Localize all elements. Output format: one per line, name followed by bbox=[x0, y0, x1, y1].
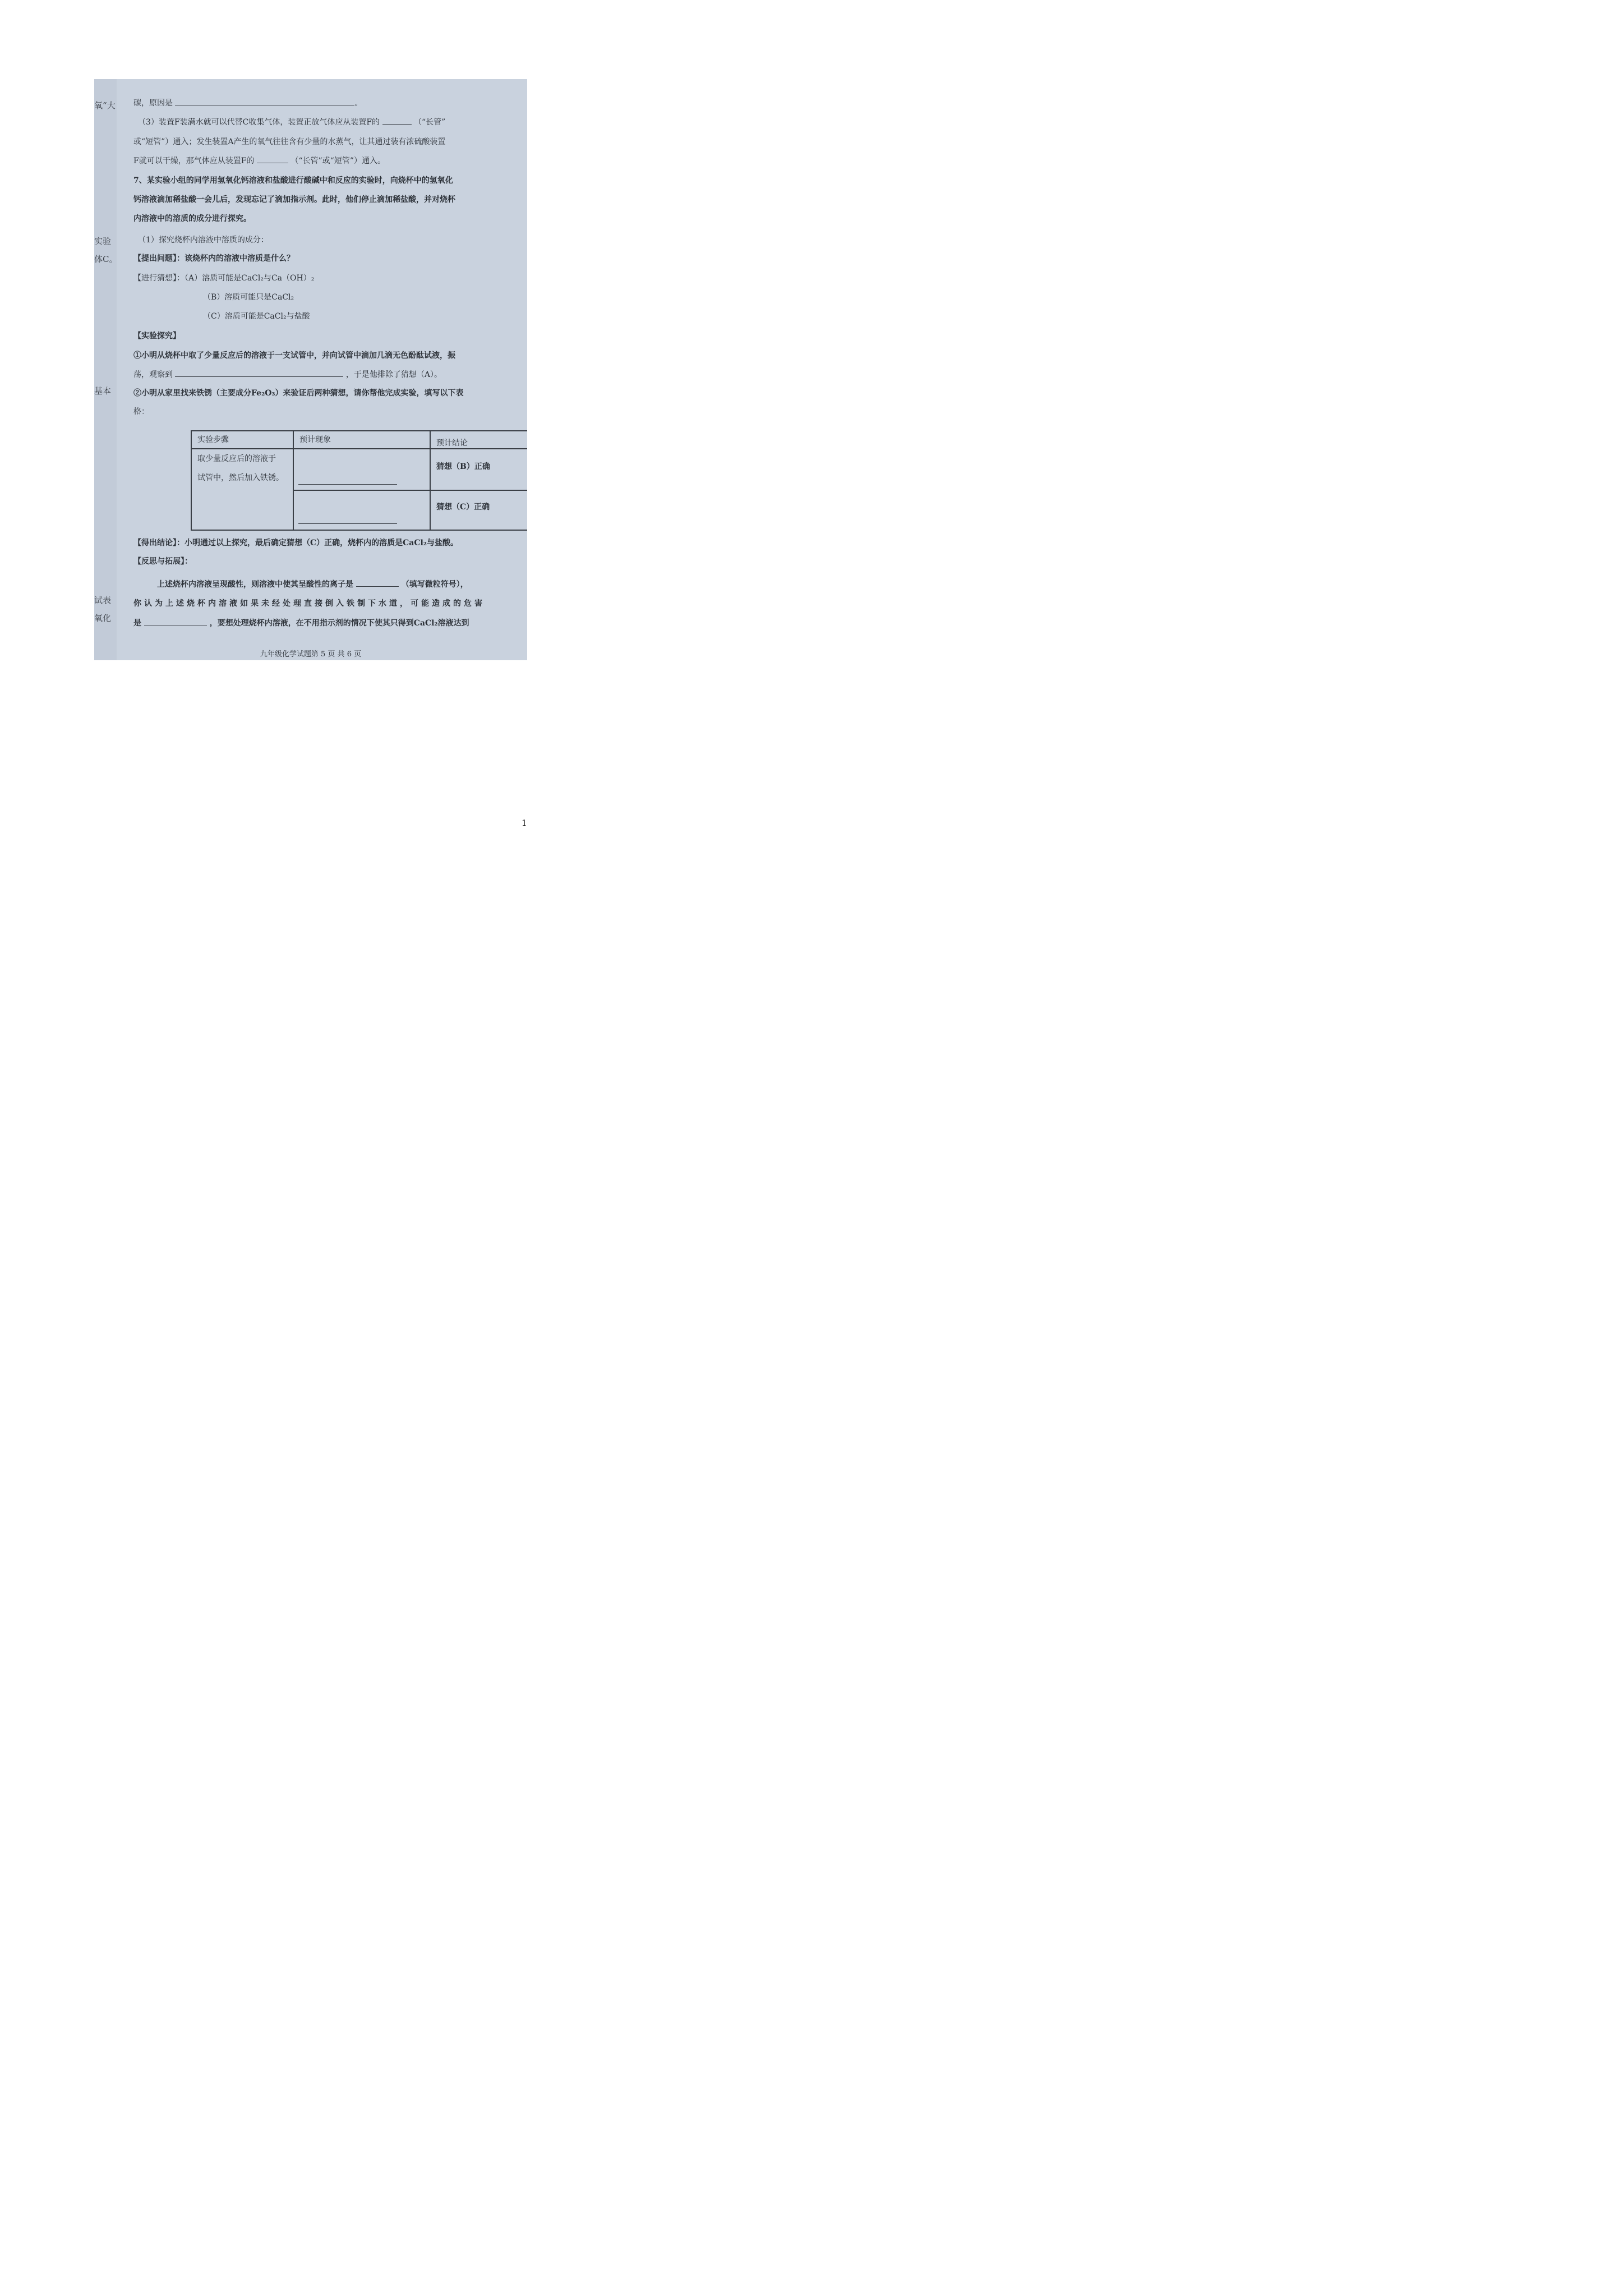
answer-blank bbox=[382, 114, 412, 125]
answer-blank-phenomenon-c bbox=[298, 523, 397, 524]
line-14: ①小明从烧杯中取了少量反应后的溶液于一支试管中，并向试管中滴加几滴无色酚酞试液，振 bbox=[133, 351, 455, 360]
line-20 bbox=[157, 576, 468, 593]
line-2-text-b: （“长管” bbox=[413, 118, 446, 127]
line-5: 7、某实验小组的同学用氢氧化钙溶液和盐酸进行酸碱中和反应的实验时，向烧杯中的氢氧化 bbox=[133, 176, 453, 185]
answer-blank bbox=[257, 153, 288, 163]
line-15 bbox=[133, 366, 442, 384]
line-9: 【提出问题】：该烧杯内的溶液中溶质是什么？ bbox=[133, 254, 294, 263]
edge-text-3: 体C。 bbox=[94, 254, 118, 264]
line-10: 【进行猜想】：（A）溶质可能是CaCl₂与Ca（OH）₂ bbox=[133, 274, 315, 283]
line-22-text-b: ，要想处理烧杯内溶液，在不用指示剂的情况下使其只得到CaCl₂溶液达到 bbox=[209, 619, 469, 628]
line-16: ②小明从家里找来铁锈（主要成分Fe₂O₃）来验证后两种猜想，请你帮他完成实验，填写以下表 bbox=[133, 389, 464, 398]
table-row-rule bbox=[293, 490, 527, 491]
experiment-table bbox=[191, 430, 527, 531]
line-20-text-a: 上述烧杯内溶液呈现酸性，则溶液中使其呈酸性的离子是 bbox=[157, 580, 353, 589]
line-4-text-a: F就可以干燥，那气体应从装置F的 bbox=[133, 157, 255, 165]
table-step-line-1: 取少量反应后的溶液于 bbox=[197, 454, 276, 463]
line-22-text-a: 是 bbox=[133, 619, 141, 628]
edge-text-6: 氧化 bbox=[94, 613, 112, 623]
line-22 bbox=[133, 615, 469, 632]
line-1: 碳，原因是 。 bbox=[133, 95, 362, 112]
line-2 bbox=[138, 114, 445, 131]
page-number: 1 bbox=[522, 818, 527, 828]
edge-text-2: 实验 bbox=[94, 236, 112, 246]
edge-text-4: 基本 bbox=[94, 386, 112, 396]
line-1-text: 碳，原因是 bbox=[133, 99, 173, 108]
line-12: （C）溶质可能是CaCl₂与盐酸 bbox=[203, 312, 310, 321]
table-conclusion-c: 猜想（C）正确 bbox=[436, 503, 490, 512]
table-header-rule bbox=[192, 448, 527, 449]
line-15-text-b: ，于是他排除了猜想（A）。 bbox=[345, 370, 442, 379]
line-4 bbox=[133, 153, 385, 170]
table-col-rule-1 bbox=[293, 431, 294, 530]
edge-text-1: 氧“大 bbox=[94, 100, 116, 111]
table-header-step: 实验步骤 bbox=[197, 435, 229, 444]
table-header-phenomenon: 预计现象 bbox=[299, 435, 331, 444]
left-page-edge bbox=[94, 79, 117, 660]
line-6: 钙溶液滴加稀盐酸一会儿后，发现忘记了滴加指示剂。此时，他们停止滴加稀盐酸，并对烧杯 bbox=[133, 195, 455, 204]
line-4-text-b: （“长管”或“短管”）通入。 bbox=[291, 157, 385, 165]
line-20-text-b: （填写微粒符号）， bbox=[401, 580, 468, 589]
line-11: （B）溶质可能只是CaCl₂ bbox=[203, 293, 294, 302]
line-8: （1）探究烧杯内溶液中溶质的成分： bbox=[138, 236, 269, 245]
table-conclusion-b: 猜想（B）正确 bbox=[436, 462, 490, 471]
line-18: 【得出结论】：小明通过以上探究，最后确定猜想（C）正确，烧杯内的溶质是CaCl₂与盐酸。 bbox=[133, 539, 458, 547]
line-17: 格： bbox=[133, 407, 149, 416]
line-15-text-a: 荡，观察到 bbox=[133, 370, 173, 379]
table-header-conclusion: 预计结论 bbox=[436, 439, 468, 448]
answer-blank bbox=[175, 95, 354, 105]
line-19: 【反思与拓展】： bbox=[133, 557, 192, 566]
line-13: 【实验探究】 bbox=[133, 332, 181, 341]
line-21: 你认为上述烧杯内溶液如果未经处理直接倒入铁制下水道，可能造成的危害 bbox=[133, 599, 485, 608]
table-col-rule-2 bbox=[430, 431, 431, 530]
line-7: 内溶液中的溶质的成分进行探究。 bbox=[133, 214, 251, 223]
edge-text-5: 试表 bbox=[94, 595, 112, 605]
answer-blank-phenomenon-b bbox=[298, 484, 397, 485]
page-footer: 九年级化学试题第 5 页 共 6 页 bbox=[260, 650, 362, 659]
table-step-line-2: 试管中，然后加入铁锈。 bbox=[197, 473, 284, 482]
exam-content bbox=[133, 79, 526, 660]
answer-blank bbox=[144, 615, 207, 625]
scanned-page-photo bbox=[94, 79, 527, 660]
answer-blank bbox=[356, 576, 399, 587]
line-3: 或“短管”）通入；发生装置A产生的氧气往往含有少量的水蒸气，让其通过装有浓硫酸装置 bbox=[133, 137, 446, 146]
line-2-text-a: （3）装置F装满水就可以代替C收集气体，装置正放气体应从装置F的 bbox=[138, 118, 380, 127]
answer-blank bbox=[175, 366, 343, 377]
